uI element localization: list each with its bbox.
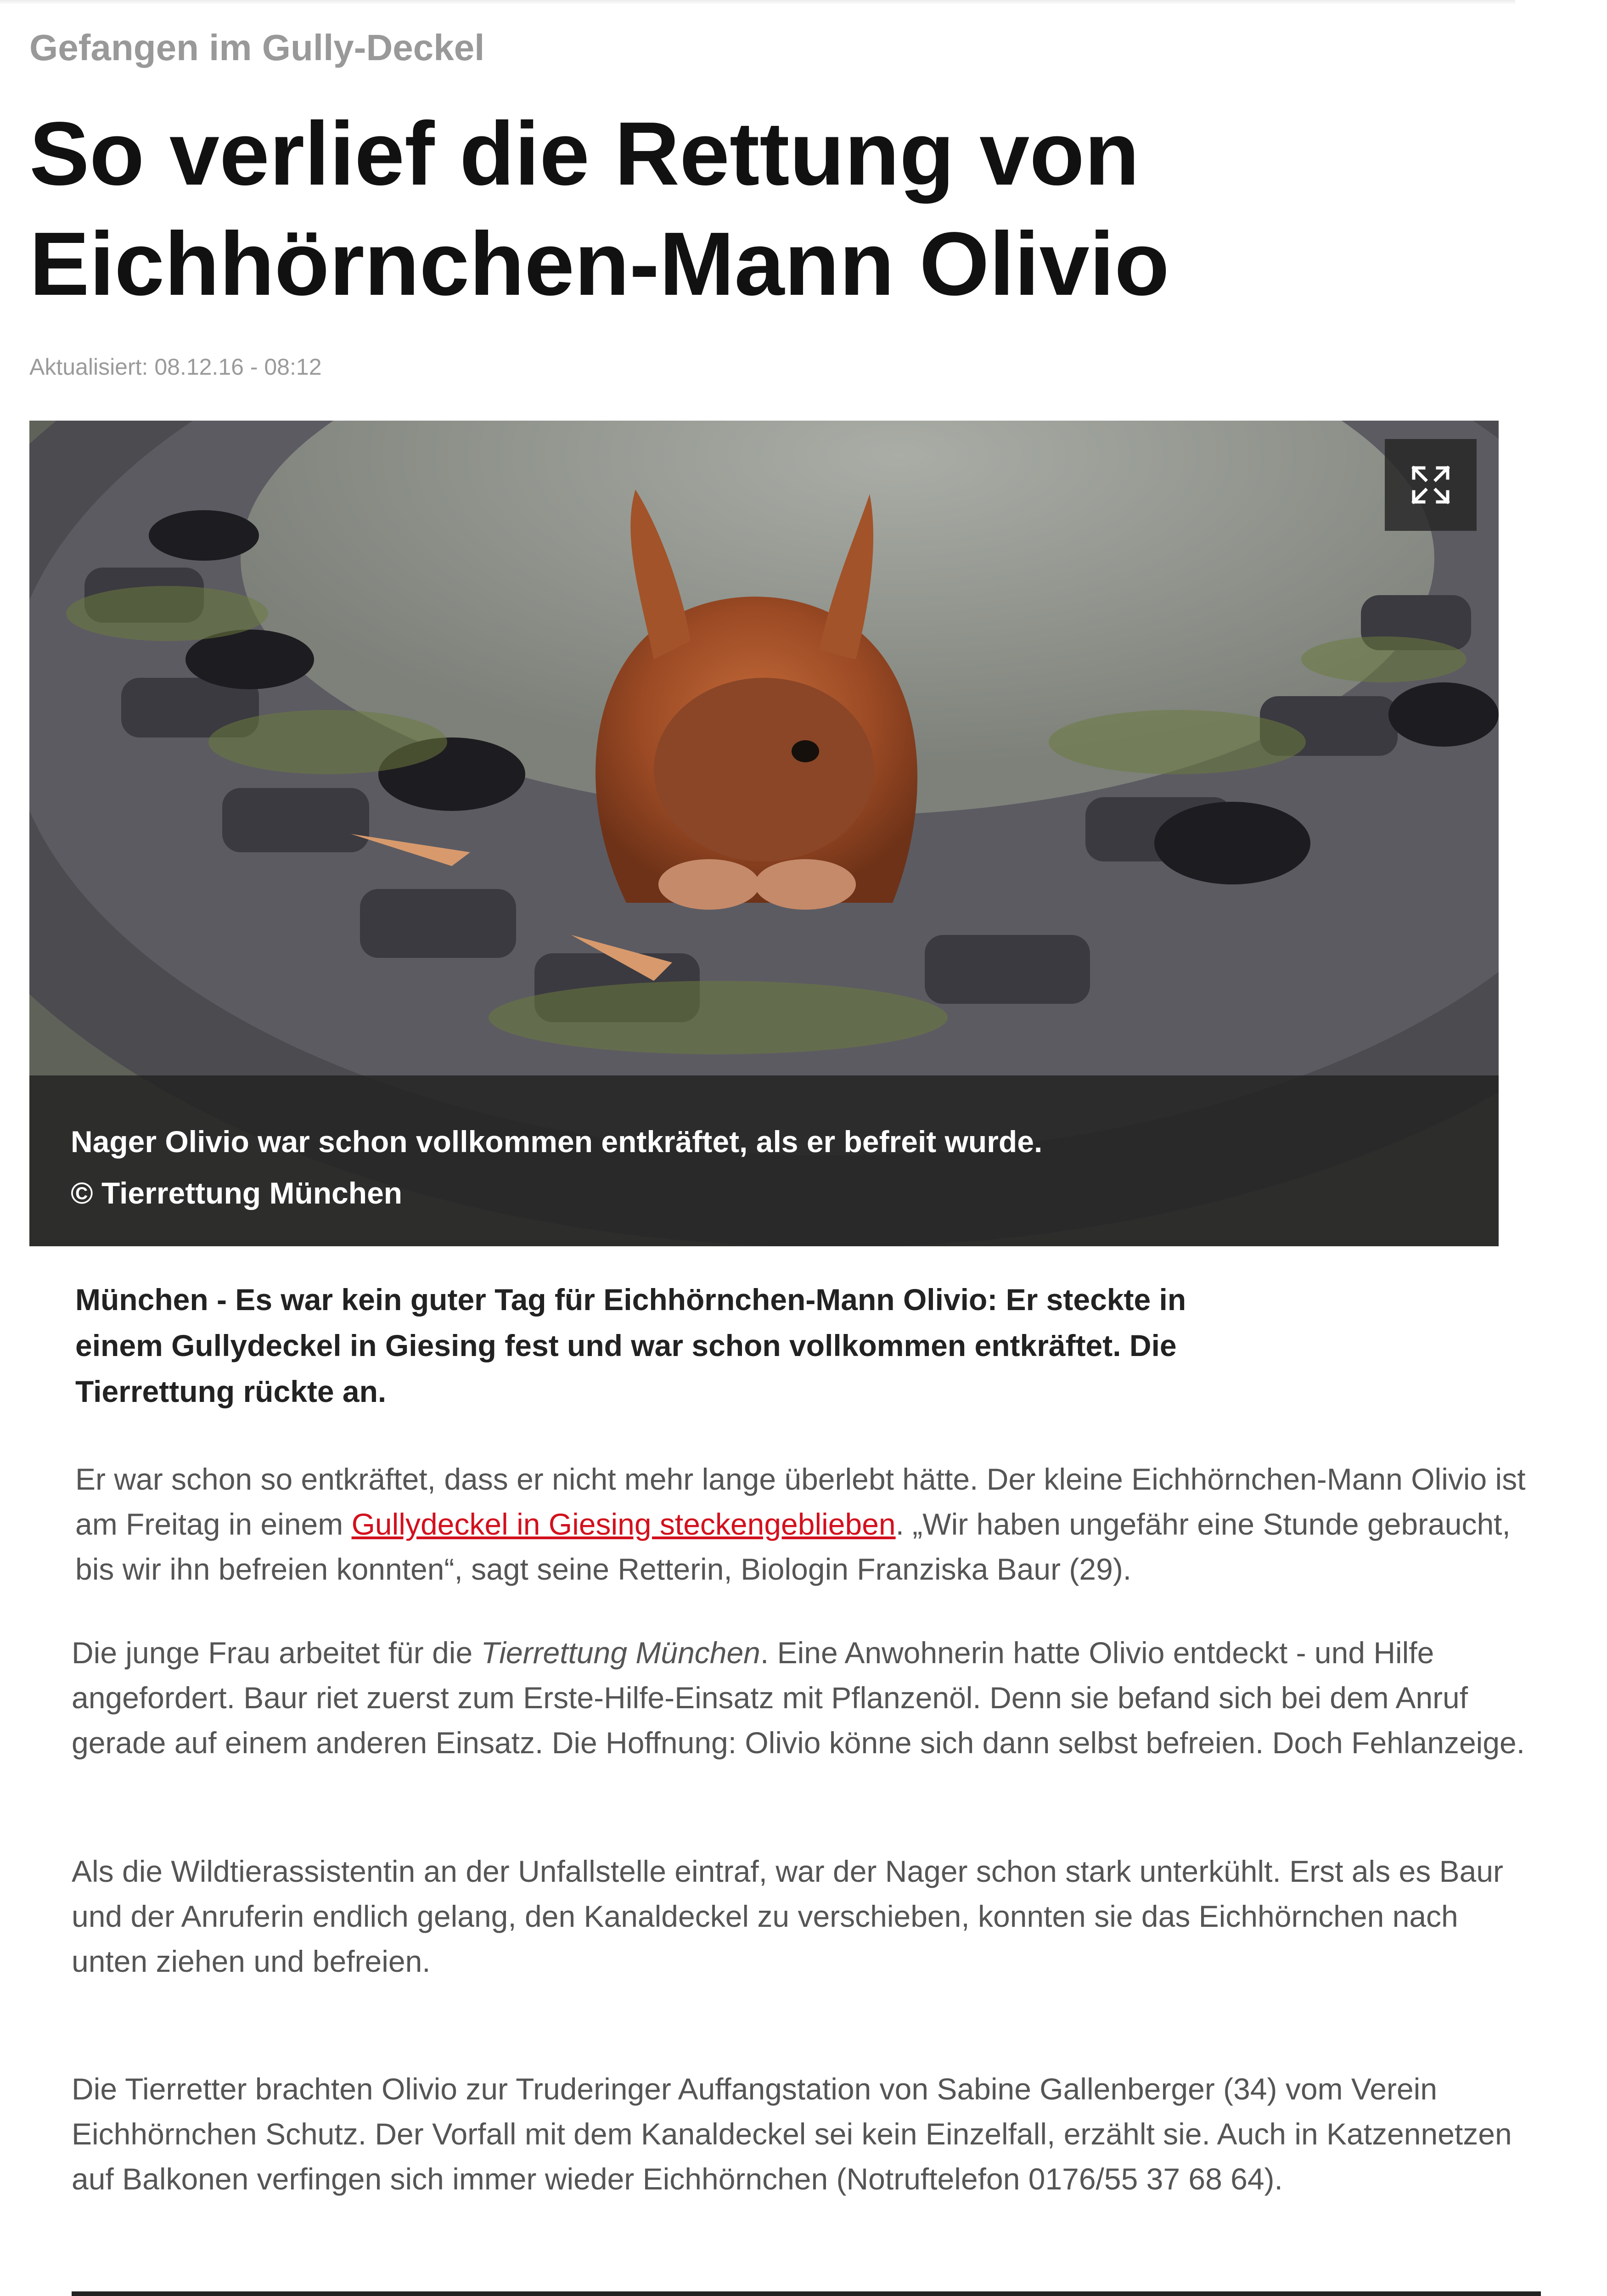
caption-credit: © Tierrettung München	[71, 1176, 403, 1210]
article-headline: So verlief die Rettung von Eichhörnchen-Mann Olivio	[29, 103, 1169, 314]
caption-text: Nager Olivio war schon vollkommen entkräftet, als er befreit wurde.	[71, 1125, 1043, 1159]
top-shadow	[0, 0, 1515, 5]
paragraph-1: Er war schon so entkräftet, dass er nicht mehr lange überlebt hätte. Der kleine Eichhörnchen-Mann Olivio ist am Freitag in einem Gullydeckel in Giesing steckengeblieben. „Wir haben ungefähr eine Stunde gebraucht, bis wir ihn befreien konnten“, sagt seine Retterin, Biologin Franziska Baur (29).	[75, 1462, 1526, 1586]
expand-icon	[1410, 464, 1451, 506]
paragraph-2: Die junge Frau arbeitet für die Tierrettung München. Eine Anwohnerin hatte Olivio entdeckt - und Hilfe angefordert. Baur riet zuerst zum Erste-Hilfe-Einsatz mit Pflanzenöl. Denn sie befand sich bei dem Anruf gerade auf einem anderen Einsatz. Die Hoffnung: Olivio könne sich dann selbst befreien. Doch Fehlanzeige.	[72, 1636, 1525, 1760]
article-lead: München - Es war kein guter Tag für Eichhörnchen-Mann Olivio: Er steckte in einem Gullydeckel in Giesing fest und war schon vollkommen entkräftet. Die Tierrettung rückte an.	[75, 1283, 1186, 1408]
paragraph-4: Die Tierretter brachten Olivio zur Truderinger Auffangstation von Sabine Gallenberger (34) vom Verein Eichhörnchen Schutz. Der Vorfall mit dem Kanaldeckel sei kein Einzelfall, erzählt sie. Auch in Katzennetzen auf Balkonen verfingen sich immer wieder Eichhörnchen (Notruftelefon 0176/55 37 68 64).	[72, 2072, 1512, 2196]
paragraph-3: Als die Wildtierassistentin an der Unfallstelle eintraf, war der Nager schon stark unterkühlt. Erst als es Baur und der Anruferin endlich gelang, den Kanaldeckel zu verschieben, konnten sie das Eichhörnchen nach unten ziehen und befreien.	[72, 1854, 1504, 1978]
photo-gallery[interactable]	[72, 2291, 1541, 2296]
giesing-article-link[interactable]: Gullydeckel in Giesing steckengeblieben	[351, 1507, 896, 1541]
tierrettung-name: Tierrettung München	[481, 1636, 760, 1670]
hero-image[interactable]	[29, 421, 1499, 1246]
article-kicker: Gefangen im Gully-Deckel	[29, 27, 485, 68]
hero-caption	[29, 1075, 1499, 1246]
updated-timestamp: Aktualisiert: 08.12.16 - 08:12	[29, 354, 322, 380]
expand-button[interactable]	[1385, 439, 1477, 531]
